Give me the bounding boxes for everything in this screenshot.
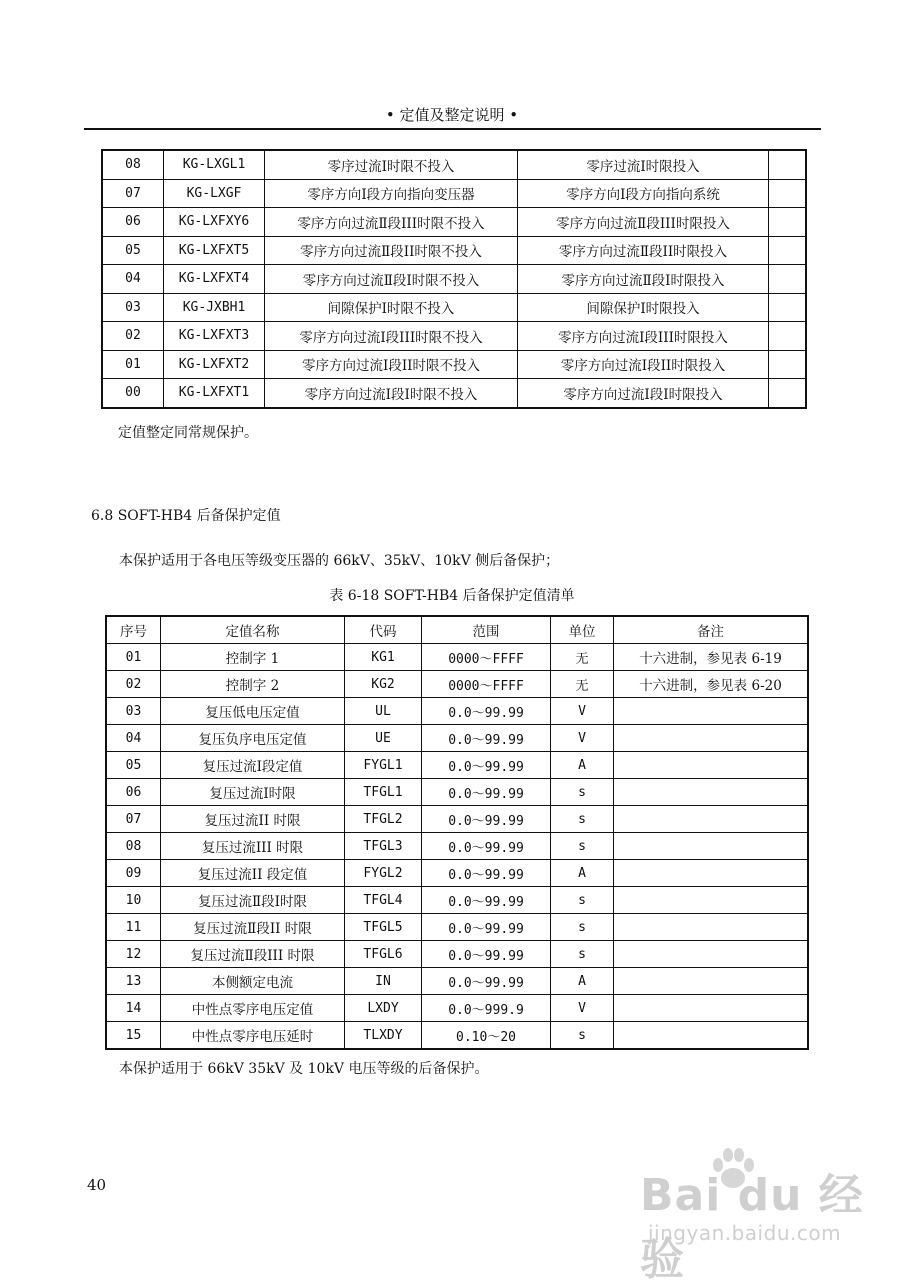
note-applicability: 本保护适用于 66kV 35kV 及 10kV 电压等级的后备保护。 xyxy=(119,1061,489,1077)
table-row xyxy=(102,350,806,379)
bit-value-0-meaning: 零序方向过流Ⅰ段III时限不投入 xyxy=(265,322,518,351)
bit-number: 00 xyxy=(102,379,164,408)
table-caption: 表 6-18 SOFT-HB4 后备保护定值清单 xyxy=(329,588,575,604)
setting-code: FYGL1 xyxy=(345,752,422,779)
setting-range: 0000～FFFF xyxy=(422,644,551,671)
bit-code: KG-LXFXT3 xyxy=(164,322,265,351)
watermark-logo: Bai du 经验 xyxy=(640,1170,864,1285)
setting-name: 控制字 2 xyxy=(161,671,345,698)
setting-remark xyxy=(614,941,809,968)
bit-value-0-meaning: 零序方向过流Ⅱ段III时限不投入 xyxy=(265,208,518,237)
blank-cell xyxy=(769,179,807,208)
table-row xyxy=(102,322,806,351)
bit-code: KG-LXFXT1 xyxy=(164,379,265,408)
table-row xyxy=(102,208,806,237)
setting-unit: s xyxy=(551,806,614,833)
setting-code: TFGL2 xyxy=(345,806,422,833)
page-number: 40 xyxy=(87,1176,107,1194)
bit-number: 02 xyxy=(102,322,164,351)
setting-name: 复压过流Ⅰ段定值 xyxy=(161,752,345,779)
setting-range: 0.0～99.99 xyxy=(422,698,551,725)
table-row xyxy=(102,293,806,322)
bit-value-0-meaning: 零序方向过流Ⅰ段II时限不投入 xyxy=(265,350,518,379)
setting-remark xyxy=(614,752,809,779)
setting-unit: s xyxy=(551,941,614,968)
blank-cell xyxy=(769,265,807,294)
bit-value-0-meaning: 零序方向过流Ⅱ段Ⅰ时限不投入 xyxy=(265,265,518,294)
bit-value-0-meaning: 间隙保护Ⅰ时限不投入 xyxy=(265,293,518,322)
setting-remark: 十六进制，参见表 6-20 xyxy=(614,671,809,698)
setting-code: TFGL1 xyxy=(345,779,422,806)
setting-name: 控制字 1 xyxy=(161,644,345,671)
setting-index: 04 xyxy=(106,725,161,752)
bit-value-0-meaning: 零序方向过流Ⅱ段II时限不投入 xyxy=(265,236,518,265)
bit-number: 05 xyxy=(102,236,164,265)
header-remark: 备注 xyxy=(614,616,809,644)
table-row xyxy=(106,995,808,1022)
table-row xyxy=(106,968,808,995)
setting-range: 0.0～99.99 xyxy=(422,833,551,860)
setting-remark xyxy=(614,725,809,752)
blank-cell xyxy=(769,322,807,351)
setting-name: 复压低电压定值 xyxy=(161,698,345,725)
blank-cell xyxy=(769,208,807,237)
table-row xyxy=(102,236,806,265)
bit-value-1-meaning: 零序方向过流Ⅱ段II时限投入 xyxy=(518,236,769,265)
setting-remark xyxy=(614,1022,809,1050)
bit-number: 04 xyxy=(102,265,164,294)
setting-index: 11 xyxy=(106,914,161,941)
bit-number: 08 xyxy=(102,150,164,179)
setting-index: 01 xyxy=(106,644,161,671)
setting-unit: s xyxy=(551,914,614,941)
table-row xyxy=(106,779,808,806)
bit-value-1-meaning: 间隙保护Ⅰ时限投入 xyxy=(518,293,769,322)
header-range: 范围 xyxy=(422,616,551,644)
setting-unit: A xyxy=(551,860,614,887)
table-row xyxy=(106,644,808,671)
setting-range: 0.0～99.99 xyxy=(422,887,551,914)
bit-code: KG-LXFXT2 xyxy=(164,350,265,379)
setting-code: UE xyxy=(345,725,422,752)
bit-code: KG-LXFXT4 xyxy=(164,265,265,294)
control-word-bit-table xyxy=(101,149,807,409)
setting-code: TFGL6 xyxy=(345,941,422,968)
setting-name: 复压过流Ⅱ段II 时限 xyxy=(161,914,345,941)
setting-name: 中性点零序电压定值 xyxy=(161,995,345,1022)
setting-range: 0.0～99.99 xyxy=(422,752,551,779)
setting-name: 中性点零序电压延时 xyxy=(161,1022,345,1050)
bit-value-0-meaning: 零序方向过流Ⅰ段Ⅰ时限不投入 xyxy=(265,379,518,408)
setting-range: 0.0～999.9 xyxy=(422,995,551,1022)
setting-remark xyxy=(614,914,809,941)
setting-code: KG1 xyxy=(345,644,422,671)
table-row xyxy=(106,860,808,887)
setting-index: 07 xyxy=(106,806,161,833)
setting-remark xyxy=(614,860,809,887)
setting-range: 0000～FFFF xyxy=(422,671,551,698)
blank-cell xyxy=(769,293,807,322)
setting-code: TFGL4 xyxy=(345,887,422,914)
bit-value-1-meaning: 零序方向过流Ⅰ段III时限投入 xyxy=(518,322,769,351)
setting-range: 0.10～20 xyxy=(422,1022,551,1050)
setting-unit: A xyxy=(551,752,614,779)
setting-unit: s xyxy=(551,833,614,860)
header-index: 序号 xyxy=(106,616,161,644)
table-row xyxy=(106,833,808,860)
blank-cell xyxy=(769,236,807,265)
bit-code: KG-LXFXY6 xyxy=(164,208,265,237)
setting-index: 02 xyxy=(106,671,161,698)
setting-index: 12 xyxy=(106,941,161,968)
watermark-url: jingyan.baidu.com xyxy=(648,1221,842,1245)
table-row xyxy=(106,671,808,698)
header-unit: 单位 xyxy=(551,616,614,644)
table-row xyxy=(106,698,808,725)
blank-cell xyxy=(769,379,807,408)
setting-name: 复压负序电压定值 xyxy=(161,725,345,752)
setting-code: TFGL3 xyxy=(345,833,422,860)
setting-remark xyxy=(614,968,809,995)
blank-cell xyxy=(769,350,807,379)
backup-protection-settings-table xyxy=(105,615,809,1050)
setting-range: 0.0～99.99 xyxy=(422,860,551,887)
bit-value-1-meaning: 零序过流Ⅰ时限投入 xyxy=(518,150,769,179)
bit-value-0-meaning: 零序过流Ⅰ时限不投入 xyxy=(265,150,518,179)
setting-remark xyxy=(614,833,809,860)
setting-range: 0.0～99.99 xyxy=(422,725,551,752)
setting-index: 03 xyxy=(106,698,161,725)
setting-remark xyxy=(614,995,809,1022)
setting-name: 复压过流Ⅱ段III 时限 xyxy=(161,941,345,968)
table-row xyxy=(106,887,808,914)
setting-name: 复压过流Ⅰ时限 xyxy=(161,779,345,806)
section-heading: 6.8 SOFT-HB4 后备保护定值 xyxy=(91,508,281,524)
setting-code: KG2 xyxy=(345,671,422,698)
setting-index: 15 xyxy=(106,1022,161,1050)
bit-value-0-meaning: 零序方向Ⅰ段方向指向变压器 xyxy=(265,179,518,208)
setting-index: 09 xyxy=(106,860,161,887)
setting-unit: 无 xyxy=(551,644,614,671)
bit-number: 06 xyxy=(102,208,164,237)
setting-unit: V xyxy=(551,698,614,725)
running-header: • 定值及整定说明 • xyxy=(385,106,519,124)
table-row xyxy=(102,379,806,408)
setting-index: 10 xyxy=(106,887,161,914)
setting-remark: 十六进制，参见表 6-19 xyxy=(614,644,809,671)
header-code: 代码 xyxy=(345,616,422,644)
setting-name: 复压过流III 时限 xyxy=(161,833,345,860)
setting-code: UL xyxy=(345,698,422,725)
setting-unit: V xyxy=(551,995,614,1022)
bit-code: KG-JXBH1 xyxy=(164,293,265,322)
setting-code: TLXDY xyxy=(345,1022,422,1050)
setting-unit: s xyxy=(551,887,614,914)
setting-unit: 无 xyxy=(551,671,614,698)
header-rule xyxy=(84,128,821,130)
table-row xyxy=(102,179,806,208)
setting-unit: s xyxy=(551,1022,614,1050)
setting-name: 复压过流II 段定值 xyxy=(161,860,345,887)
table-row xyxy=(102,265,806,294)
table-row xyxy=(106,752,808,779)
table-row xyxy=(106,941,808,968)
setting-unit: V xyxy=(551,725,614,752)
setting-index: 05 xyxy=(106,752,161,779)
table-header-row xyxy=(106,616,808,644)
bit-code: KG-LXFXT5 xyxy=(164,236,265,265)
table-row xyxy=(102,150,806,179)
table-row xyxy=(106,914,808,941)
setting-name: 本侧额定电流 xyxy=(161,968,345,995)
setting-code: FYGL2 xyxy=(345,860,422,887)
setting-unit: s xyxy=(551,779,614,806)
setting-code: TFGL5 xyxy=(345,914,422,941)
bit-value-1-meaning: 零序方向过流Ⅱ段III时限投入 xyxy=(518,208,769,237)
bit-number: 03 xyxy=(102,293,164,322)
setting-index: 13 xyxy=(106,968,161,995)
setting-code: IN xyxy=(345,968,422,995)
setting-remark xyxy=(614,779,809,806)
setting-remark xyxy=(614,806,809,833)
applicability-paragraph: 本保护适用于各电压等级变压器的 66kV、35kV、10kV 侧后备保护； xyxy=(119,553,560,569)
setting-name: 复压过流II 时限 xyxy=(161,806,345,833)
table-row xyxy=(106,725,808,752)
setting-remark xyxy=(614,887,809,914)
bit-value-1-meaning: 零序方向过流Ⅰ段II时限投入 xyxy=(518,350,769,379)
bit-value-1-meaning: 零序方向过流Ⅱ段Ⅰ时限投入 xyxy=(518,265,769,294)
setting-index: 08 xyxy=(106,833,161,860)
setting-name: 复压过流Ⅱ段Ⅰ时限 xyxy=(161,887,345,914)
setting-range: 0.0～99.99 xyxy=(422,914,551,941)
bit-code: KG-LXGF xyxy=(164,179,265,208)
header-name: 定值名称 xyxy=(161,616,345,644)
setting-index: 06 xyxy=(106,779,161,806)
setting-index: 14 xyxy=(106,995,161,1022)
baidu-jingyan-watermark xyxy=(640,1145,870,1285)
setting-remark xyxy=(614,698,809,725)
note-setting-same-as-conventional: 定值整定同常规保护。 xyxy=(118,425,258,441)
setting-range: 0.0～99.99 xyxy=(422,968,551,995)
table-row xyxy=(106,1022,808,1050)
table-row xyxy=(106,806,808,833)
bit-number: 07 xyxy=(102,179,164,208)
setting-range: 0.0～99.99 xyxy=(422,941,551,968)
setting-code: LXDY xyxy=(345,995,422,1022)
bit-number: 01 xyxy=(102,350,164,379)
setting-range: 0.0～99.99 xyxy=(422,806,551,833)
bit-value-1-meaning: 零序方向过流Ⅰ段Ⅰ时限投入 xyxy=(518,379,769,408)
bit-code: KG-LXGL1 xyxy=(164,150,265,179)
setting-unit: A xyxy=(551,968,614,995)
blank-cell xyxy=(769,150,807,179)
bit-value-1-meaning: 零序方向Ⅰ段方向指向系统 xyxy=(518,179,769,208)
setting-range: 0.0～99.99 xyxy=(422,779,551,806)
